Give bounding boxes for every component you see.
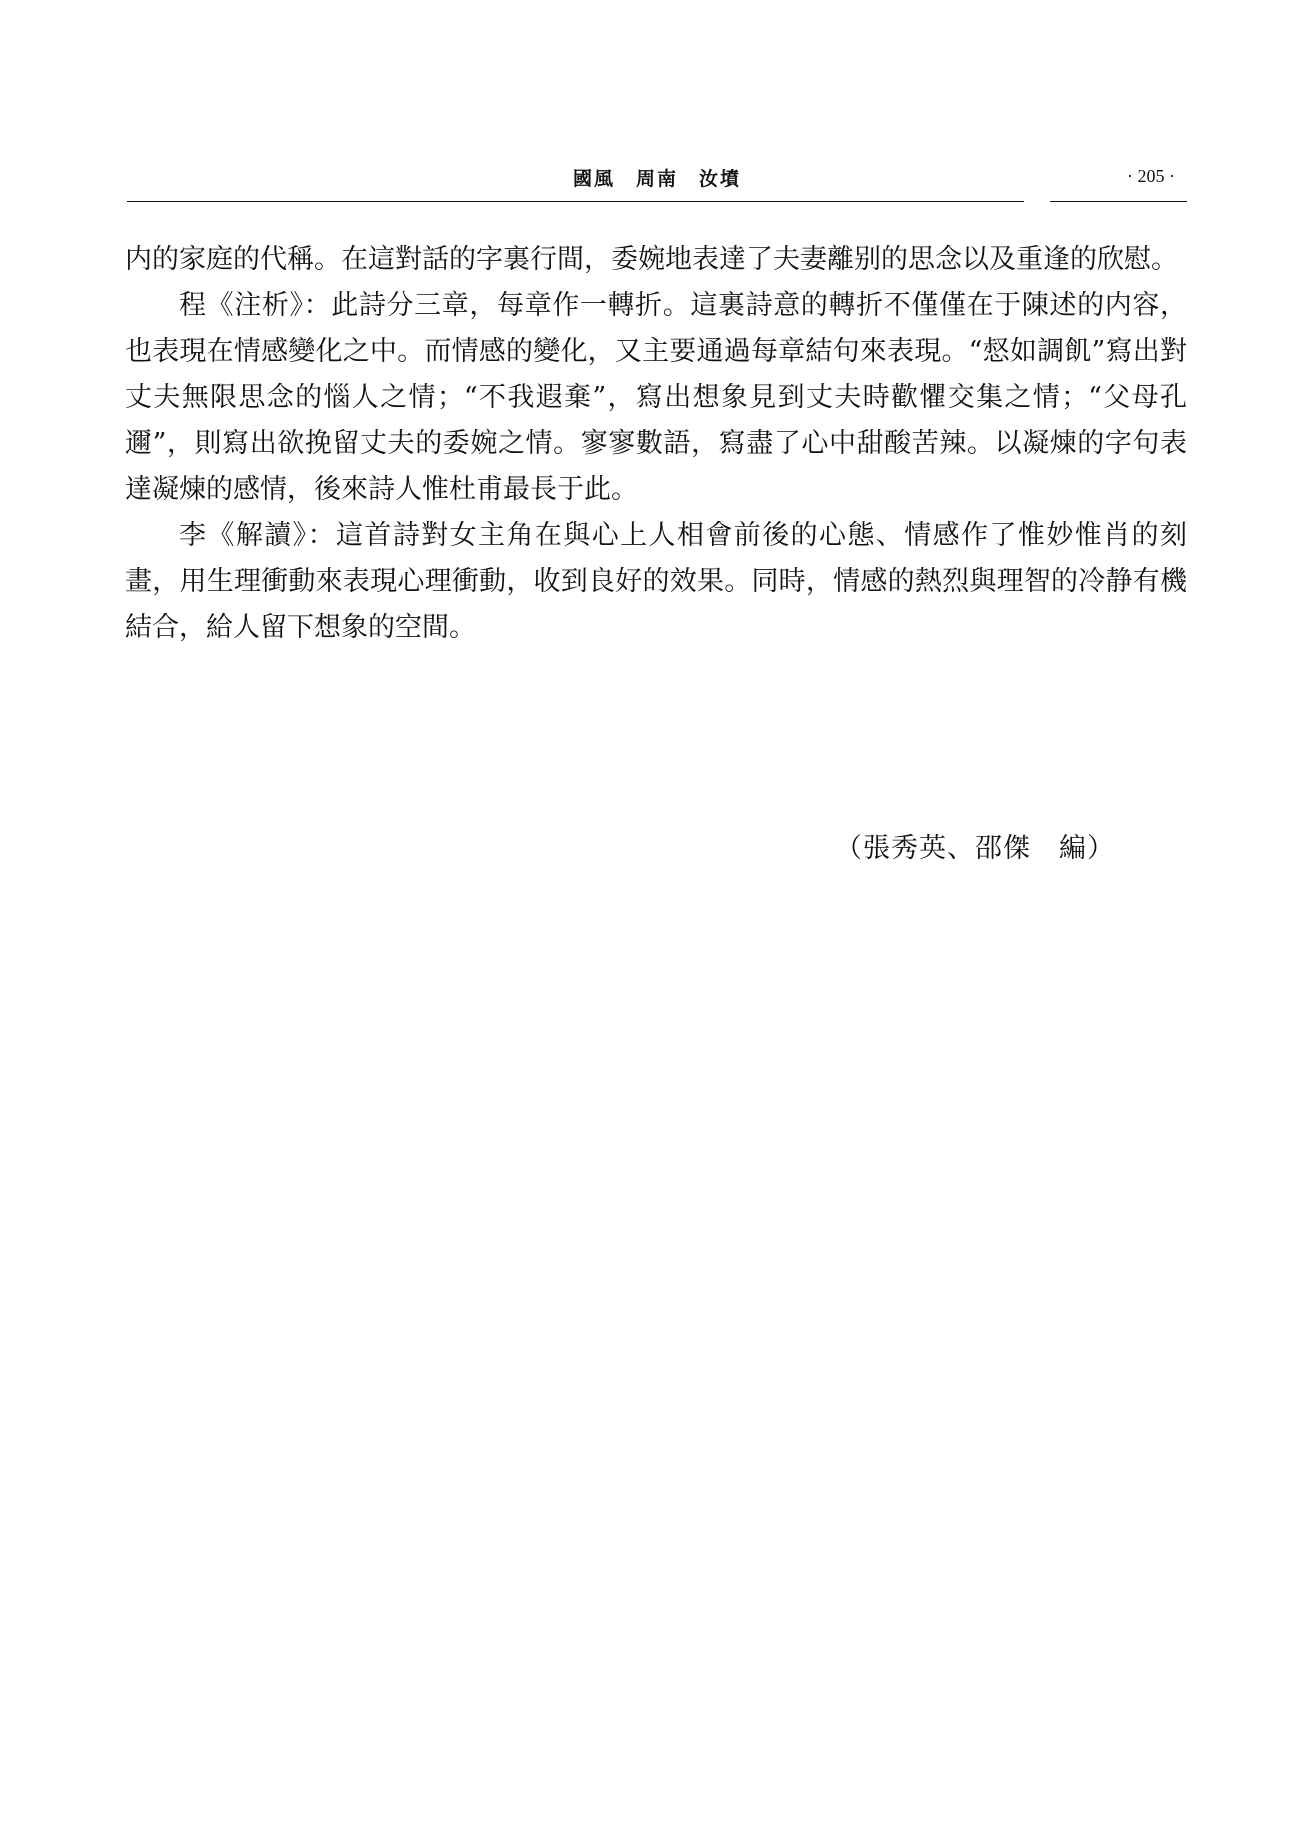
paragraph-continued: 内的家庭的代稱。在這對話的字裏行間，委婉地表達了夫妻離别的思念以及重逢的欣慰。 — [125, 244, 1178, 275]
editor-signature: （張秀英、邵傑 編） — [835, 833, 1115, 864]
page-number: · 205 · — [1127, 166, 1175, 186]
body-text — [125, 237, 1187, 651]
header-title: 國風 周南 汝墳 — [572, 168, 741, 190]
running-header — [127, 162, 1187, 202]
paragraph-li-jiedu: 李《解讀》：這首詩對女主角在與心上人相會前後的心態、情感作了惟妙惟肖的刻畫，用生理衝動來表現心理衝動，收到良好的效果。同時，情感的熱烈與理智的冷静有機結合，給人留下想象的空間。 — [125, 520, 1187, 643]
header-rule-left — [127, 201, 1024, 202]
header-rule-right — [1050, 201, 1187, 202]
paragraph-cheng-zhuxi: 程《注析》：此詩分三章，每章作一轉折。這裏詩意的轉折不僅僅在于陳述的内容，也表現在情感變化之中。而情感的變化，又主要通過每章結句來表現。“惄如調飢”寫出對丈夫無限思念的惱人之情；“不我遐棄”，寫出想象見到丈夫時歡懼交集之情；“父母孔邇”，則寫出欲挽留丈夫的委婉之情。寥寥數語，寫盡了心中甜酸苦辣。以凝煉的字句表達凝煉的感情，後來詩人惟杜甫最長于此。 — [125, 290, 1187, 505]
